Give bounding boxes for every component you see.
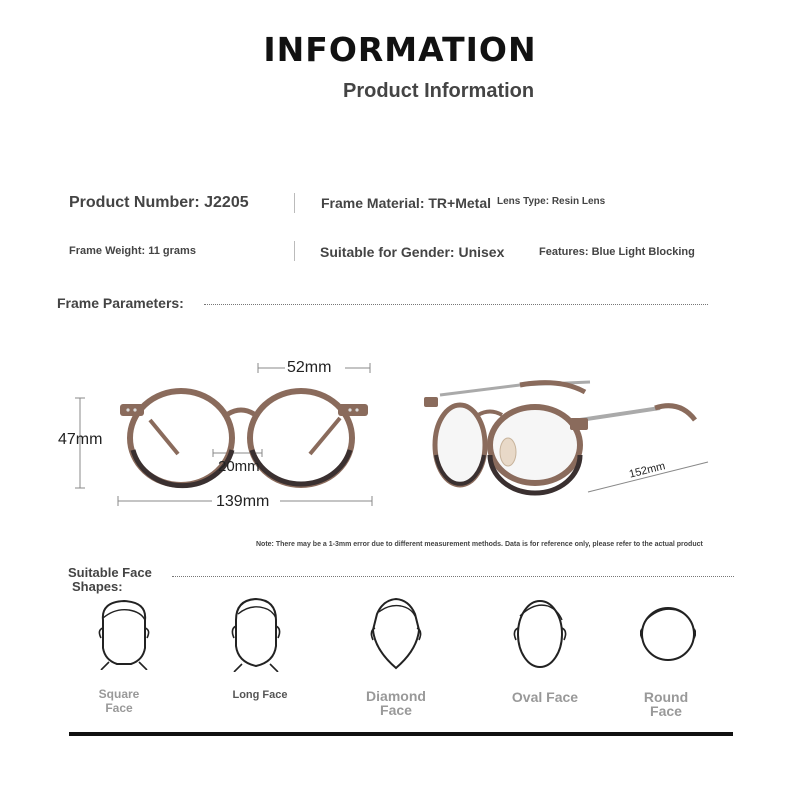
face-shapes-label-line2: Shapes: [72, 579, 123, 594]
bottom-rule [69, 732, 733, 736]
spec-lens-type: Lens Type: Resin Lens [497, 196, 606, 207]
temple-length-label: 152mm [628, 460, 667, 481]
page-title: INFORMATION [263, 30, 537, 69]
spec-product-number: Product Number: J2205 [69, 194, 249, 211]
face-label-square: Square Face [98, 687, 140, 715]
spec-gender: Suitable for Gender: Unisex [320, 244, 505, 260]
face-label-oval: Oval Face [511, 689, 579, 705]
square-face-icon [95, 598, 153, 670]
face-label-round: Round Face [643, 689, 689, 719]
measurement-note: Note: There may be a 1-3mm error due to different measurement methods. Data is for reference only, please refer to the actual product [256, 541, 703, 548]
oval-face-icon [512, 596, 568, 672]
face-label-long: Long Face [232, 689, 288, 701]
spec-features: Features: Blue Light Blocking [539, 246, 695, 258]
dotted-leader [204, 304, 708, 305]
spec-frame-weight: Frame Weight: 11 grams [69, 245, 196, 257]
frame-parameters-label: Frame Parameters: [57, 295, 184, 311]
page-subtitle: Product Information [343, 80, 535, 102]
side-view-diagram [410, 370, 720, 500]
spec-divider [294, 193, 295, 213]
lens-height-label: 47mm [58, 431, 103, 448]
lens-width-label: 52mm [287, 359, 332, 376]
diamond-face-icon [367, 596, 425, 672]
front-view-diagram [0, 340, 400, 520]
dotted-leader [172, 576, 734, 577]
spec-frame-material: Frame Material: TR+Metal [321, 195, 491, 211]
total-width-label: 139mm [216, 493, 270, 510]
round-face-icon [640, 598, 696, 670]
long-face-icon [230, 596, 282, 672]
spec-divider [294, 241, 295, 261]
face-shapes-label: Suitable Face [68, 565, 152, 580]
bridge-width-label: 20mm [218, 458, 260, 475]
face-label-diamond: Diamond Face [366, 688, 426, 718]
